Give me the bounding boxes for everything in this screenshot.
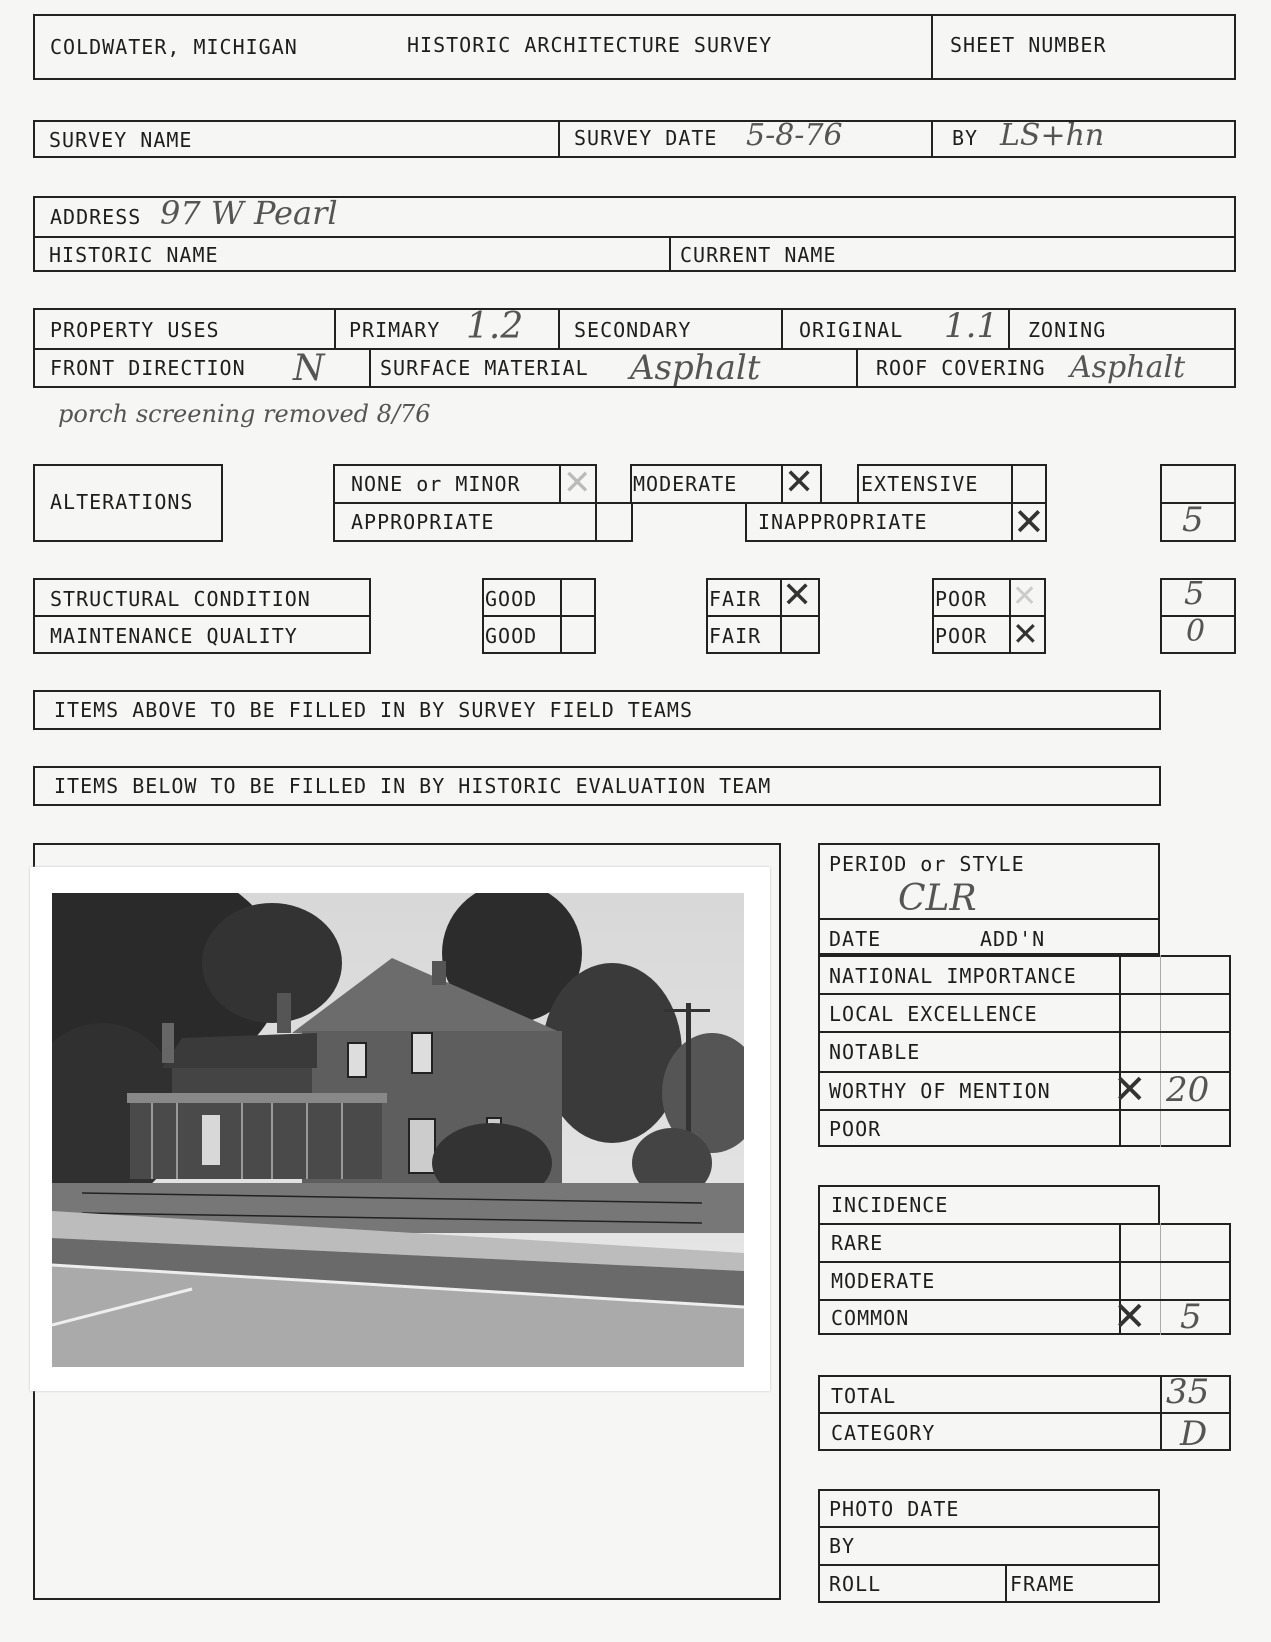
photo-by-label: BY	[829, 1534, 856, 1558]
city-label: COLDWATER, MICHIGAN	[50, 35, 298, 59]
address-value: 97 W Pearl	[160, 194, 338, 232]
property-uses-label: PROPERTY USES	[50, 318, 220, 342]
front-direction-label: FRONT DIRECTION	[50, 356, 246, 380]
structural-fair-label: FAIR	[709, 587, 762, 611]
inappropriate-label: INAPPROPRIATE	[758, 510, 928, 534]
national-importance-label: NATIONAL IMPORTANCE	[829, 964, 1077, 988]
maintenance-poor-check: ✕	[1012, 615, 1039, 653]
structural-label: STRUCTURAL CONDITION	[50, 587, 311, 611]
survey-date-label: SURVEY DATE	[574, 126, 718, 150]
alterations-label: ALTERATIONS	[50, 490, 194, 514]
worthy-check: ✕	[1113, 1067, 1147, 1113]
addn-label: ADD'N	[980, 927, 1046, 951]
total-value: 35	[1166, 1372, 1210, 1412]
category-value: D	[1180, 1414, 1208, 1454]
survey-title: HISTORIC ARCHITECTURE SURVEY	[407, 33, 773, 57]
maintenance-poor-label: POOR	[935, 624, 988, 648]
primary-label: PRIMARY	[349, 318, 441, 342]
house-photo	[52, 893, 744, 1367]
structural-fair-check: ✕	[782, 575, 813, 616]
period-style-value: CLR	[898, 878, 977, 919]
date-label: DATE	[829, 927, 882, 951]
secondary-label: SECONDARY	[574, 318, 692, 342]
photo-date-label: PHOTO DATE	[829, 1497, 960, 1521]
primary-value: 1.2	[466, 306, 524, 347]
common-label: COMMON	[831, 1306, 910, 1330]
structural-poor-label: POOR	[935, 587, 988, 611]
extensive-label: EXTENSIVE	[861, 472, 979, 496]
notable-label: NOTABLE	[829, 1040, 921, 1064]
front-direction-value: N	[293, 348, 325, 389]
survey-by-label: BY	[952, 126, 979, 150]
maintenance-score: 0	[1186, 614, 1206, 649]
maintenance-label: MAINTENANCE QUALITY	[50, 624, 298, 648]
total-label: TOTAL	[831, 1384, 897, 1408]
structural-poor-check: ✕	[1012, 579, 1038, 614]
alterations-score: 5	[1182, 500, 1204, 540]
structural-good-label: GOOD	[485, 587, 538, 611]
roll-label: ROLL	[829, 1572, 882, 1596]
frame-label: FRAME	[1010, 1572, 1076, 1596]
category-label: CATEGORY	[831, 1421, 936, 1445]
survey-by-value: LS+hn	[1000, 118, 1105, 153]
photo-frame	[30, 867, 770, 1391]
structural-score: 5	[1184, 574, 1205, 612]
maintenance-fair-label: FAIR	[709, 624, 762, 648]
incidence-moderate-label: MODERATE	[831, 1269, 936, 1293]
common-check: ✕	[1113, 1294, 1147, 1340]
incidence-label: INCIDENCE	[831, 1193, 949, 1217]
surface-material-label: SURFACE MATERIAL	[380, 356, 589, 380]
appropriate-label: APPROPRIATE	[351, 510, 495, 534]
address-label: ADDRESS	[50, 205, 142, 229]
maintenance-good-label: GOOD	[485, 624, 538, 648]
original-value: 1.1	[944, 306, 999, 346]
notice-below: ITEMS BELOW TO BE FILLED IN BY HISTORIC EVALUATION TEAM	[54, 774, 772, 798]
worthy-score: 20	[1166, 1070, 1210, 1110]
survey-date-value: 5-8-76	[746, 118, 843, 153]
local-excellence-label: LOCAL EXCELLENCE	[829, 1002, 1038, 1026]
surface-material-value: Asphalt	[630, 348, 761, 388]
notice-above: ITEMS ABOVE TO BE FILLED IN BY SURVEY FIELD TEAMS	[54, 698, 694, 722]
sheet-number-label: SHEET NUMBER	[950, 33, 1107, 57]
original-label: ORIGINAL	[799, 318, 904, 342]
common-score: 5	[1180, 1297, 1202, 1337]
moderate-check: ✕	[784, 462, 815, 503]
property-note: porch screening removed 8/76	[58, 400, 431, 428]
roof-covering-label: ROOF COVERING	[876, 356, 1046, 380]
none-minor-label: NONE or MINOR	[351, 472, 521, 496]
none-minor-check: ✕	[563, 463, 592, 503]
moderate-label: MODERATE	[633, 472, 738, 496]
zoning-label: ZONING	[1028, 318, 1107, 342]
worthy-label: WORTHY OF MENTION	[829, 1079, 1051, 1103]
period-style-label: PERIOD or STYLE	[829, 852, 1025, 876]
eval-poor-label: POOR	[829, 1117, 882, 1141]
rare-label: RARE	[831, 1231, 884, 1255]
roof-covering-value: Asphalt	[1070, 350, 1186, 385]
historic-name-label: HISTORIC NAME	[49, 243, 219, 267]
survey-name-label: SURVEY NAME	[49, 128, 193, 152]
current-name-label: CURRENT NAME	[680, 243, 837, 267]
inappropriate-check: ✕	[1013, 500, 1045, 544]
